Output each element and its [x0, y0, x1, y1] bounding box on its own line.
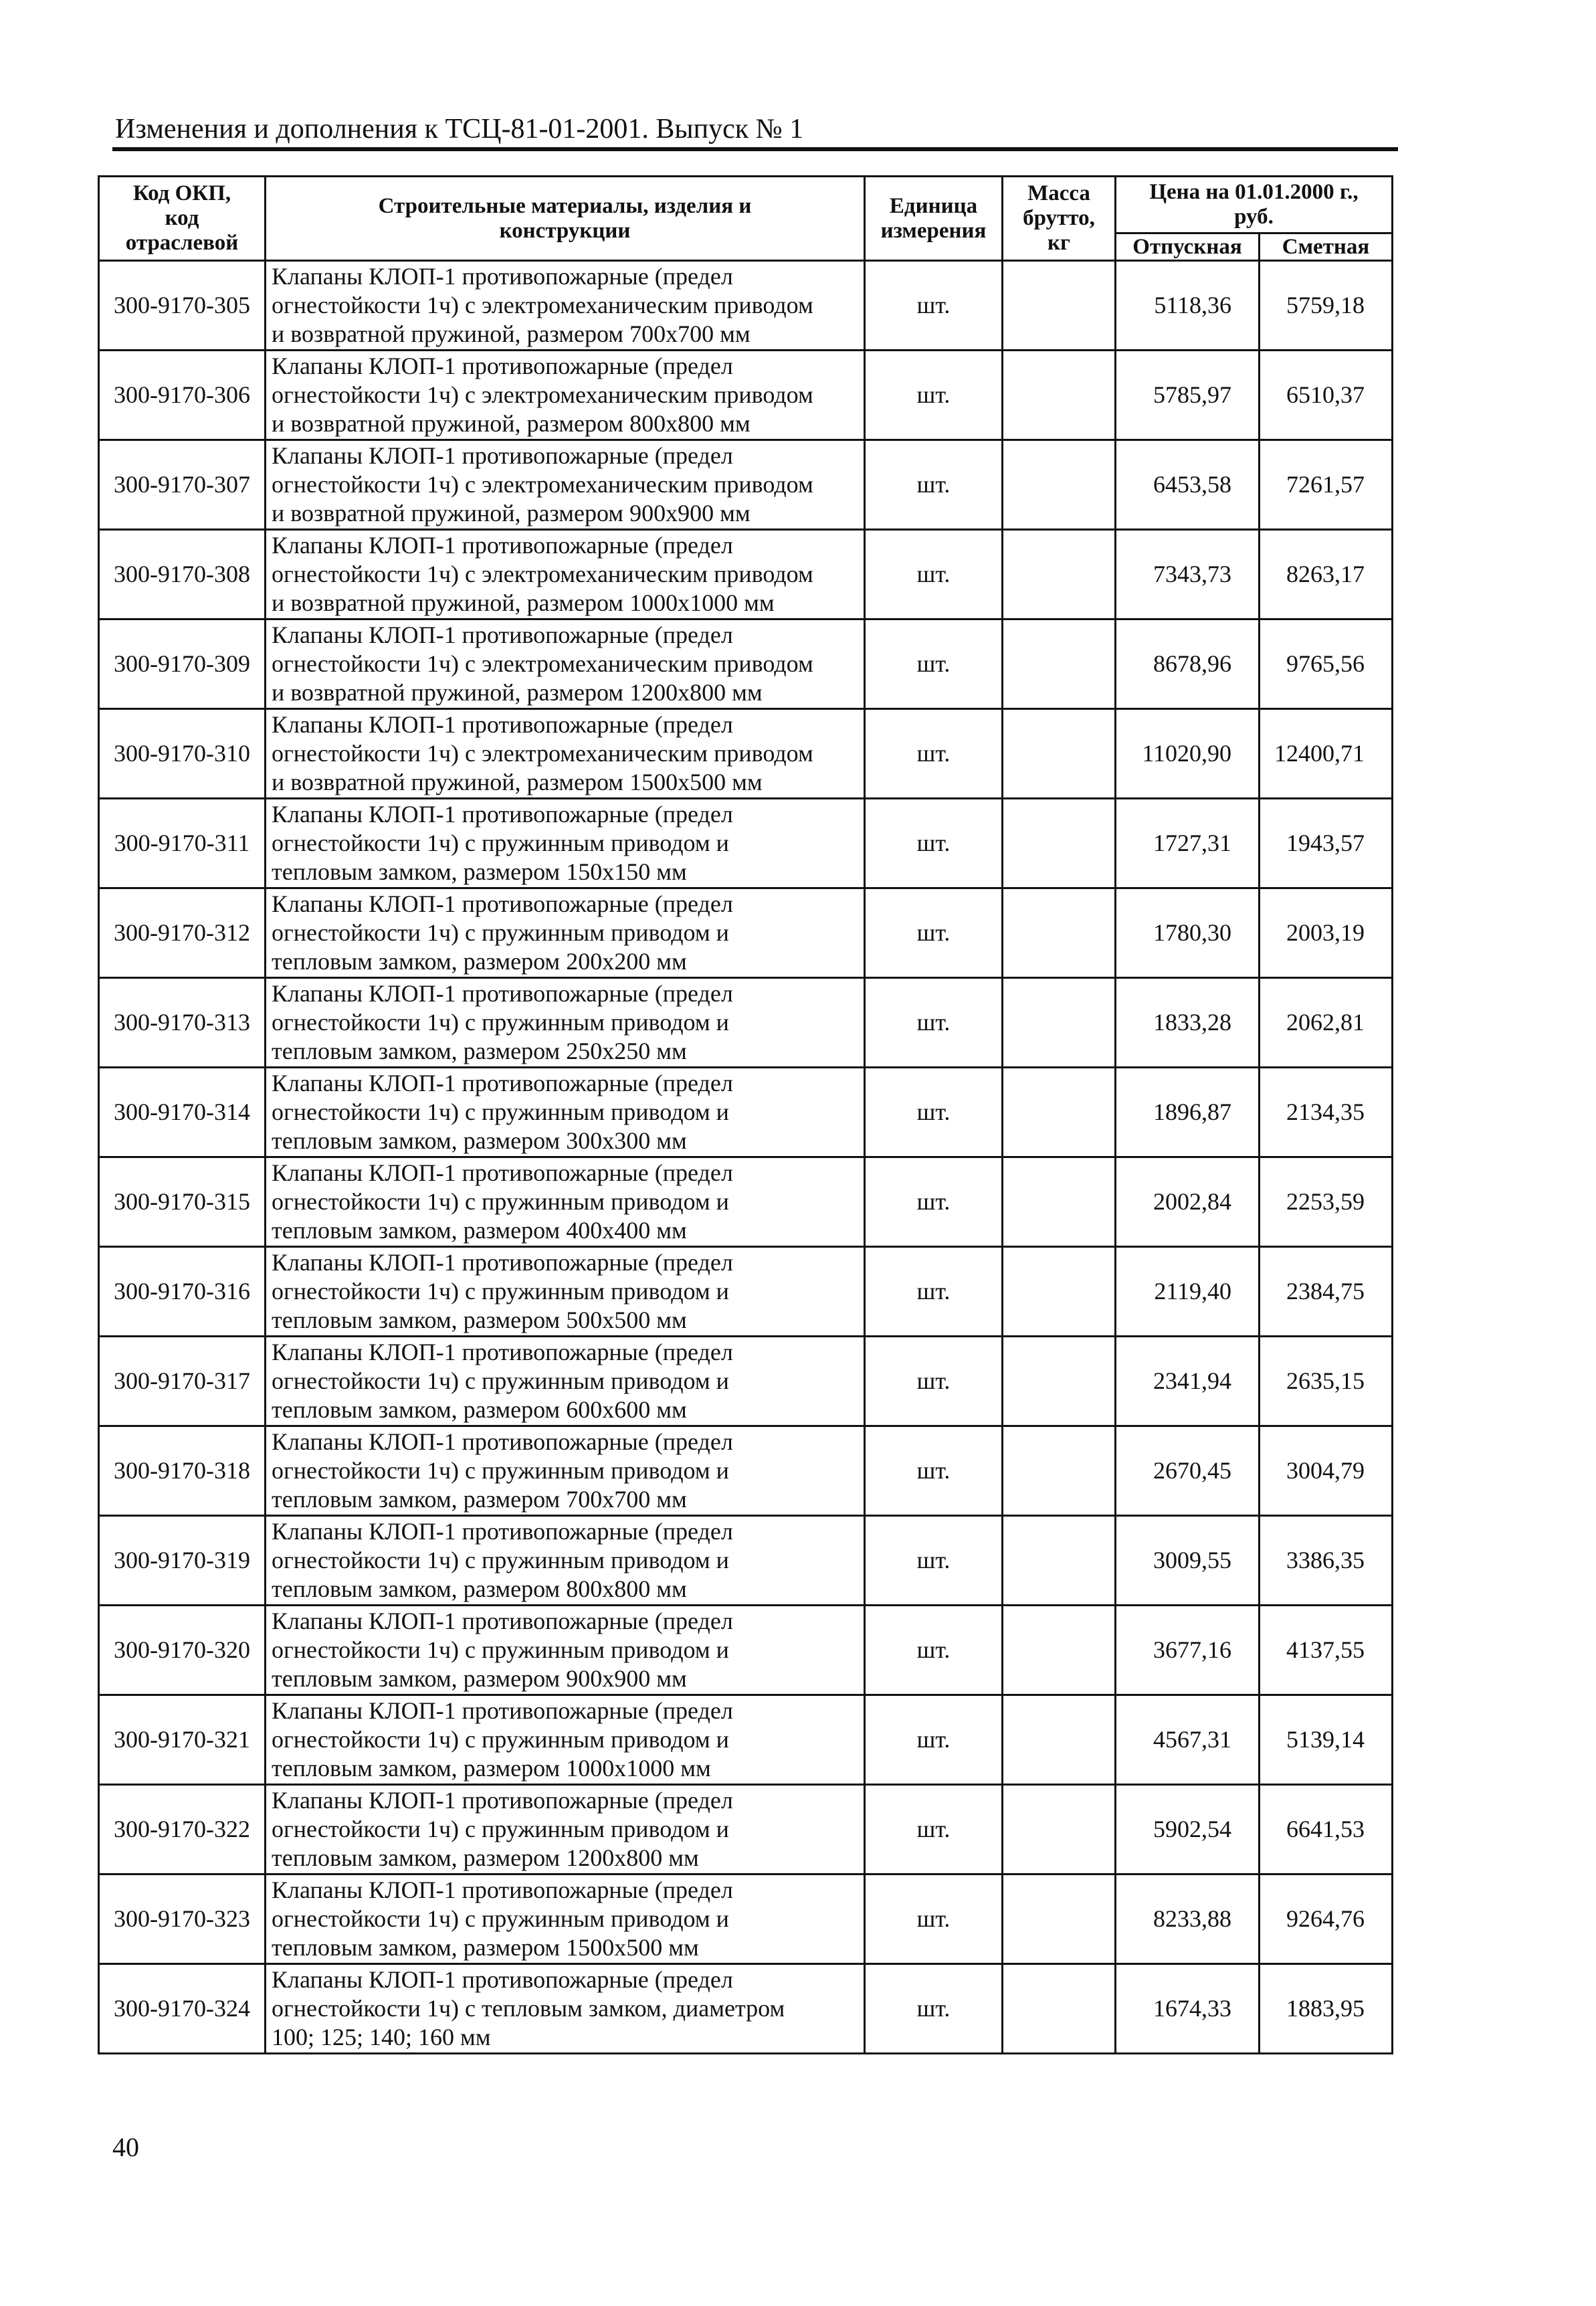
okp-code-cell: 300-9170-324 — [99, 1964, 266, 2054]
estimate-price-cell: 12400,71 — [1260, 709, 1393, 799]
release-price-cell: 3009,55 — [1116, 1516, 1260, 1606]
release-price-cell: 1833,28 — [1116, 978, 1260, 1068]
description-line: Клапаны КЛОП-1 противопожарные (предел — [272, 711, 733, 738]
description-line: огнестойкости 1ч) с электромеханическим приводом — [272, 292, 813, 318]
header-material-line: Строительные материалы, изделия и — [378, 193, 752, 218]
estimate-price-cell: 3004,79 — [1260, 1426, 1393, 1516]
unit-cell: шт. — [865, 1606, 1003, 1695]
description-line: огнестойкости 1ч) с пружинным приводом и — [272, 830, 729, 856]
release-price-cell: 5902,54 — [1116, 1785, 1260, 1875]
description-line: 100; 125; 140; 160 мм — [272, 2024, 491, 2050]
okp-code-cell: 300-9170-317 — [99, 1337, 266, 1426]
header-unit-line: Единица — [889, 193, 978, 218]
description-line: Клапаны КЛОП-1 противопожарные (предел — [272, 1608, 733, 1634]
description-line: тепловым замком, размером 200х200 мм — [272, 948, 687, 975]
table-row — [99, 978, 1393, 1068]
okp-code-cell: 300-9170-309 — [99, 619, 266, 709]
description-cell — [266, 1337, 865, 1426]
description-cell — [266, 1964, 865, 2054]
release-price-cell: 2002,84 — [1116, 1157, 1260, 1247]
unit-cell: шт. — [865, 1337, 1003, 1426]
description-line: тепловым замком, размером 500х500 мм — [272, 1307, 687, 1333]
release-price-cell: 1896,87 — [1116, 1068, 1260, 1157]
header-material — [266, 177, 865, 261]
mass-cell — [1003, 1875, 1116, 1964]
unit-cell: шт. — [865, 440, 1003, 530]
estimate-price-cell: 2003,19 — [1260, 888, 1393, 978]
description-line: огнестойкости 1ч) с электромеханическим приводом — [272, 650, 813, 677]
table-row — [99, 709, 1393, 799]
mass-cell — [1003, 1247, 1116, 1337]
description-line: Клапаны КЛОП-1 противопожарные (предел — [272, 532, 733, 559]
header-mass-line: кг — [1048, 231, 1070, 255]
header-unit-line: измерения — [880, 218, 987, 243]
okp-code-cell: 300-9170-312 — [99, 888, 266, 978]
header-divider — [112, 147, 1398, 151]
header-code — [99, 177, 266, 261]
table-row — [99, 888, 1393, 978]
description-line: огнестойкости 1ч) с электромеханическим приводом — [272, 381, 813, 408]
estimate-price-cell: 1883,95 — [1260, 1964, 1393, 2054]
estimate-price-cell: 9264,76 — [1260, 1875, 1393, 1964]
mass-cell — [1003, 1516, 1116, 1606]
header-mass-line: Масса — [1027, 181, 1090, 205]
table-header-row — [99, 177, 1393, 233]
table-row — [99, 1606, 1393, 1695]
description-line: Клапаны КЛОП-1 противопожарные (предел — [272, 1339, 733, 1365]
mass-cell — [1003, 1157, 1116, 1247]
mass-cell — [1003, 799, 1116, 888]
release-price-cell: 7343,73 — [1116, 530, 1260, 619]
description-line: огнестойкости 1ч) с пружинным приводом и — [272, 1278, 729, 1305]
description-cell — [266, 888, 865, 978]
description-line: тепловым замком, размером 1500х500 мм — [272, 1934, 699, 1961]
description-line: тепловым замком, размером 900х900 мм — [272, 1665, 687, 1692]
description-line: и возвратной пружиной, размером 1200х800 мм — [272, 679, 763, 706]
description-line: тепловым замком, размером 250х250 мм — [272, 1038, 687, 1064]
description-line: Клапаны КЛОП-1 противопожарные (предел — [272, 1697, 733, 1724]
description-cell — [266, 978, 865, 1068]
description-line: огнестойкости 1ч) с пружинным приводом и — [272, 1816, 729, 1842]
estimate-price-cell: 5139,14 — [1260, 1695, 1393, 1785]
description-cell — [266, 1068, 865, 1157]
description-line: тепловым замком, размером 1000х1000 мм — [272, 1755, 711, 1782]
description-line: и возвратной пружиной, размером 1000х1000 мм — [272, 589, 775, 616]
description-line: Клапаны КЛОП-1 противопожарные (предел — [272, 1518, 733, 1545]
description-line: и возвратной пружиной, размером 800х800 мм — [272, 410, 751, 437]
table-row — [99, 1695, 1393, 1785]
header-mass — [1003, 177, 1116, 261]
header-code-line: код — [165, 206, 199, 230]
description-line: Клапаны КЛОП-1 противопожарные (предел — [272, 890, 733, 917]
estimate-price-cell: 2384,75 — [1260, 1247, 1393, 1337]
description-line: Клапаны КЛОП-1 противопожарные (предел — [272, 442, 733, 469]
description-line: и возвратной пружиной, размером 1500х500 мм — [272, 769, 763, 795]
description-line: огнестойкости 1ч) с пружинным приводом и — [272, 1367, 729, 1394]
unit-cell: шт. — [865, 1247, 1003, 1337]
description-cell — [266, 530, 865, 619]
estimate-price-cell: 2134,35 — [1260, 1068, 1393, 1157]
unit-cell: шт. — [865, 888, 1003, 978]
okp-code-cell: 300-9170-311 — [99, 799, 266, 888]
estimate-price-cell: 4137,55 — [1260, 1606, 1393, 1695]
price-table — [98, 175, 1393, 2054]
table-row — [99, 530, 1393, 619]
header-price-line: Цена на 01.01.2000 г., — [1149, 180, 1359, 204]
description-line: огнестойкости 1ч) с пружинным приводом и — [272, 1636, 729, 1663]
release-price-cell: 5118,36 — [1116, 261, 1260, 351]
okp-code-cell: 300-9170-305 — [99, 261, 266, 351]
table-row — [99, 799, 1393, 888]
description-cell — [266, 1695, 865, 1785]
description-line: тепловым замком, размером 150х150 мм — [272, 858, 687, 885]
description-cell — [266, 1875, 865, 1964]
description-cell — [266, 1606, 865, 1695]
release-price-cell: 8233,88 — [1116, 1875, 1260, 1964]
description-cell — [266, 1157, 865, 1247]
unit-cell: шт. — [865, 1875, 1003, 1964]
okp-code-cell: 300-9170-316 — [99, 1247, 266, 1337]
table-row — [99, 1247, 1393, 1337]
release-price-cell: 5785,97 — [1116, 351, 1260, 440]
estimate-price-cell: 5759,18 — [1260, 261, 1393, 351]
okp-code-cell: 300-9170-319 — [99, 1516, 266, 1606]
estimate-price-cell: 8263,17 — [1260, 530, 1393, 619]
description-line: тепловым замком, размером 600х600 мм — [272, 1396, 687, 1423]
estimate-price-cell: 2635,15 — [1260, 1337, 1393, 1426]
release-price-cell: 3677,16 — [1116, 1606, 1260, 1695]
estimate-price-cell: 1943,57 — [1260, 799, 1393, 888]
okp-code-cell: 300-9170-313 — [99, 978, 266, 1068]
description-line: тепловым замком, размером 300х300 мм — [272, 1127, 687, 1154]
description-line: огнестойкости 1ч) с пружинным приводом и — [272, 1457, 729, 1484]
estimate-price-cell: 2062,81 — [1260, 978, 1393, 1068]
unit-cell: шт. — [865, 1157, 1003, 1247]
mass-cell — [1003, 1068, 1116, 1157]
okp-code-cell: 300-9170-314 — [99, 1068, 266, 1157]
description-cell — [266, 709, 865, 799]
header-price-release: Отпускная — [1116, 233, 1260, 261]
description-line: огнестойкости 1ч) с тепловым замком, диаметром — [272, 1995, 785, 2022]
description-line: тепловым замком, размером 800х800 мм — [272, 1575, 687, 1602]
okp-code-cell: 300-9170-310 — [99, 709, 266, 799]
unit-cell: шт. — [865, 1516, 1003, 1606]
mass-cell — [1003, 1606, 1116, 1695]
table-row — [99, 1785, 1393, 1875]
description-line: Клапаны КЛОП-1 противопожарные (предел — [272, 263, 733, 290]
unit-cell: шт. — [865, 530, 1003, 619]
description-line: огнестойкости 1ч) с пружинным приводом и — [272, 1547, 729, 1573]
description-cell — [266, 440, 865, 530]
description-line: огнестойкости 1ч) с пружинным приводом и — [272, 1098, 729, 1125]
description-line: огнестойкости 1ч) с электромеханическим приводом — [272, 561, 813, 587]
page-header-title: Изменения и дополнения к ТСЦ-81-01-2001. Выпуск № 1 — [115, 114, 804, 145]
estimate-price-cell: 2253,59 — [1260, 1157, 1393, 1247]
okp-code-cell: 300-9170-307 — [99, 440, 266, 530]
header-mass-line: брутто, — [1023, 206, 1095, 230]
header-unit — [865, 177, 1003, 261]
description-line: тепловым замком, размером 1200х800 мм — [272, 1844, 699, 1871]
header-code-line: Код ОКП, — [132, 181, 231, 205]
header-price-estimate: Сметная — [1260, 233, 1393, 261]
estimate-price-cell: 6641,53 — [1260, 1785, 1393, 1875]
description-cell — [266, 799, 865, 888]
okp-code-cell: 300-9170-315 — [99, 1157, 266, 1247]
estimate-price-cell: 7261,57 — [1260, 440, 1393, 530]
table-row — [99, 351, 1393, 440]
okp-code-cell: 300-9170-322 — [99, 1785, 266, 1875]
description-line: Клапаны КЛОП-1 противопожарные (предел — [272, 980, 733, 1007]
release-price-cell: 2119,40 — [1116, 1247, 1260, 1337]
description-line: огнестойкости 1ч) с пружинным приводом и — [272, 919, 729, 946]
description-line: Клапаны КЛОП-1 противопожарные (предел — [272, 1877, 733, 1903]
unit-cell: шт. — [865, 799, 1003, 888]
release-price-cell: 2670,45 — [1116, 1426, 1260, 1516]
table-row — [99, 1516, 1393, 1606]
table-row — [99, 1157, 1393, 1247]
release-price-cell: 2341,94 — [1116, 1337, 1260, 1426]
description-line: Клапаны КЛОП-1 противопожарные (предел — [272, 1966, 733, 1993]
unit-cell: шт. — [865, 261, 1003, 351]
description-line: Клапаны КЛОП-1 противопожарные (предел — [272, 1428, 733, 1455]
header-price-line: руб. — [1234, 205, 1274, 229]
okp-code-cell: 300-9170-320 — [99, 1606, 266, 1695]
unit-cell: шт. — [865, 1695, 1003, 1785]
description-line: Клапаны КЛОП-1 противопожарные (предел — [272, 1249, 733, 1276]
unit-cell: шт. — [865, 1964, 1003, 2054]
okp-code-cell: 300-9170-318 — [99, 1426, 266, 1516]
release-price-cell: 11020,90 — [1116, 709, 1260, 799]
mass-cell — [1003, 978, 1116, 1068]
unit-cell: шт. — [865, 351, 1003, 440]
description-cell — [266, 261, 865, 351]
unit-cell: шт. — [865, 1068, 1003, 1157]
description-cell — [266, 1247, 865, 1337]
table-row — [99, 1337, 1393, 1426]
unit-cell: шт. — [865, 619, 1003, 709]
mass-cell — [1003, 440, 1116, 530]
description-cell — [266, 619, 865, 709]
table-row — [99, 619, 1393, 709]
release-price-cell: 1780,30 — [1116, 888, 1260, 978]
table-row — [99, 1875, 1393, 1964]
description-cell — [266, 351, 865, 440]
table-body — [99, 261, 1393, 2054]
header-price — [1116, 177, 1393, 233]
description-line: Клапаны КЛОП-1 противопожарные (предел — [272, 1159, 733, 1186]
description-line: Клапаны КЛОП-1 противопожарные (предел — [272, 621, 733, 648]
header-code-line: отраслевой — [125, 231, 239, 255]
description-line: огнестойкости 1ч) с пружинным приводом и — [272, 1188, 729, 1215]
page-number: 40 — [112, 2132, 139, 2162]
description-line: Клапаны КЛОП-1 противопожарные (предел — [272, 801, 733, 828]
table-row — [99, 1426, 1393, 1516]
description-line: огнестойкости 1ч) с электромеханическим приводом — [272, 740, 813, 767]
estimate-price-cell: 9765,56 — [1260, 619, 1393, 709]
description-cell — [266, 1785, 865, 1875]
mass-cell — [1003, 530, 1116, 619]
description-line: и возвратной пружиной, размером 900х900 мм — [272, 500, 751, 526]
estimate-price-cell: 6510,37 — [1260, 351, 1393, 440]
okp-code-cell: 300-9170-321 — [99, 1695, 266, 1785]
header-material-line: конструкции — [499, 218, 631, 243]
description-line: тепловым замком, размером 400х400 мм — [272, 1217, 687, 1244]
mass-cell — [1003, 709, 1116, 799]
mass-cell — [1003, 1964, 1116, 2054]
unit-cell: шт. — [865, 978, 1003, 1068]
release-price-cell: 4567,31 — [1116, 1695, 1260, 1785]
description-line: огнестойкости 1ч) с электромеханическим приводом — [272, 471, 813, 498]
release-price-cell: 1727,31 — [1116, 799, 1260, 888]
mass-cell — [1003, 888, 1116, 978]
unit-cell: шт. — [865, 1785, 1003, 1875]
description-line: огнестойкости 1ч) с пружинным приводом и — [272, 1726, 729, 1753]
description-line: и возвратной пружиной, размером 700х700 мм — [272, 320, 751, 347]
description-line: Клапаны КЛОП-1 противопожарные (предел — [272, 1787, 733, 1814]
okp-code-cell: 300-9170-323 — [99, 1875, 266, 1964]
description-line: Клапаны КЛОП-1 противопожарные (предел — [272, 353, 733, 379]
estimate-price-cell: 3386,35 — [1260, 1516, 1393, 1606]
mass-cell — [1003, 261, 1116, 351]
mass-cell — [1003, 1695, 1116, 1785]
okp-code-cell: 300-9170-306 — [99, 351, 266, 440]
okp-code-cell: 300-9170-308 — [99, 530, 266, 619]
mass-cell — [1003, 1426, 1116, 1516]
table-row — [99, 1964, 1393, 2054]
release-price-cell: 1674,33 — [1116, 1964, 1260, 2054]
table-row — [99, 1068, 1393, 1157]
mass-cell — [1003, 1337, 1116, 1426]
release-price-cell: 6453,58 — [1116, 440, 1260, 530]
unit-cell: шт. — [865, 709, 1003, 799]
table-row — [99, 440, 1393, 530]
description-line: тепловым замком, размером 700х700 мм — [272, 1486, 687, 1513]
release-price-cell: 8678,96 — [1116, 619, 1260, 709]
description-line: огнестойкости 1ч) с пружинным приводом и — [272, 1009, 729, 1036]
mass-cell — [1003, 1785, 1116, 1875]
unit-cell: шт. — [865, 1426, 1003, 1516]
description-cell — [266, 1426, 865, 1516]
description-line: Клапаны КЛОП-1 противопожарные (предел — [272, 1070, 733, 1096]
table-row — [99, 261, 1393, 351]
mass-cell — [1003, 351, 1116, 440]
description-line: огнестойкости 1ч) с пружинным приводом и — [272, 1905, 729, 1932]
mass-cell — [1003, 619, 1116, 709]
description-cell — [266, 1516, 865, 1606]
